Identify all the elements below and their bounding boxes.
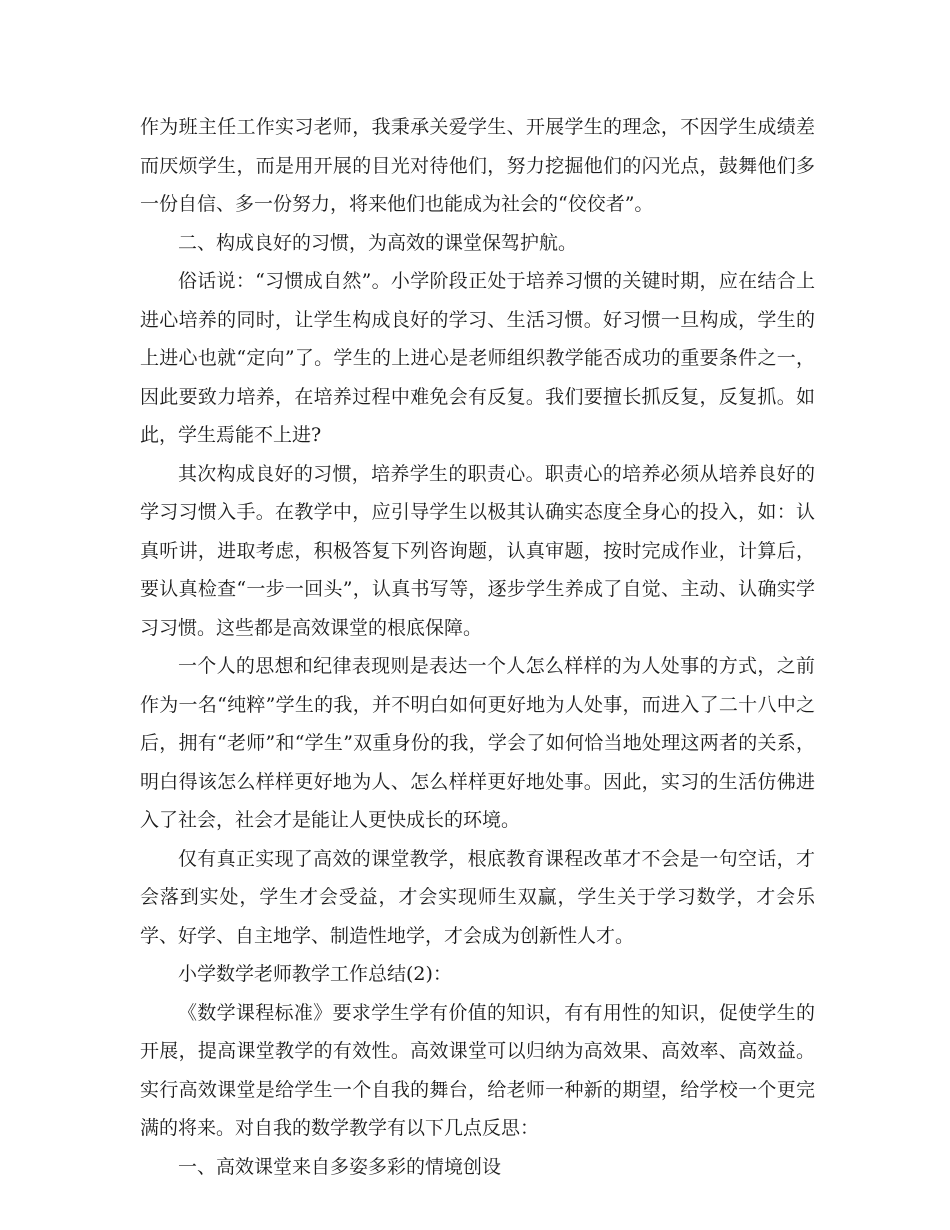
section-heading-summary-2: 小学数学老师教学工作总结(2)： [178,963,452,985]
paragraph-curriculum-standard: 《数学课程标准》要求学生学有价值的知识，有有用性的知识，促使学生的开展，提高课堂教学的有效性。高效课堂可以归纳为高效果、高效率、高效益。实行高效课堂是给学生一个自我的舞台，给老师一种新的期望，给学校一个更完满的将来。对自我的数学教学有以下几点反思： [140,1001,815,1139]
section-heading-habits: 二、构成良好的习惯，为高效的课堂保驾护航。 [178,231,578,254]
paragraph-efficient-teaching: 仅有真正实现了高效的课堂教学，根底教育课程改革才不会是一句空话，才会落到实处，学生才会受益，才会实现师生双赢，学生关于学习数学，才会乐学、好学、自主地学、制造性地学，才会成为创新性人才。 [140,847,815,947]
paragraph-intro: 作为班主任工作实习老师，我秉承关爱学生、开展学生的理念，不因学生成绩差而厌烦学生，而是用开展的目光对待他们，努力挖掘他们的闪光点，鼓舞他们多一份自信、多一份努力，将来他们也能成为社会的“佼佼者”。 [140,116,815,215]
paragraph-habits-proverb: 俗话说：“习惯成自然”。小学阶段正处于培养习惯的关键时期，应在结合上进心培养的同时，让学生构成良好的学习、生活习惯。好习惯一旦构成，学生的上进心也就“定向”了。学生的上进心是老师组织教学能否成功的重要条件之一，因此要致力培养，在培养过程中难免会有反复。我们要擅长抓反复，反复抓。如此，学生焉能不上进? [140,270,815,446]
paragraph-conduct: 一个人的思想和纪律表现则是表达一个人怎么样样的为人处事的方式，之前作为一名“纯粹”学生的我，并不明白如何更好地为人处事，而进入了二十八中之后，拥有“老师”和“学生”双重身份的我，学会了如何恰当地处理这两者的关系，明白得该怎么样样更好地为人、怎么样样更好地处事。因此，实习的生活仿佛进入了社会，社会才是能让人更快成长的环境。 [140,655,815,831]
section-heading-situations: 一、高效课堂来自多姿多彩的情境创设 [178,1155,502,1178]
paragraph-responsibility: 其次构成良好的习惯，培养学生的职责心。职责心的培养必须从培养良好的学习习惯入手。在教学中，应引导学生以极其认确实态度全身心的投入，如：认真听讲，进取考虑，积极答复下列咨询题，认真审题，按时完成作业，计算后，要认真检查“一步一回头”，认真书写等，逐步学生养成了自觉、主动、认确实学习习惯。这些都是高效课堂的根底保障。 [140,462,815,639]
document-page [140,108,815,1186]
